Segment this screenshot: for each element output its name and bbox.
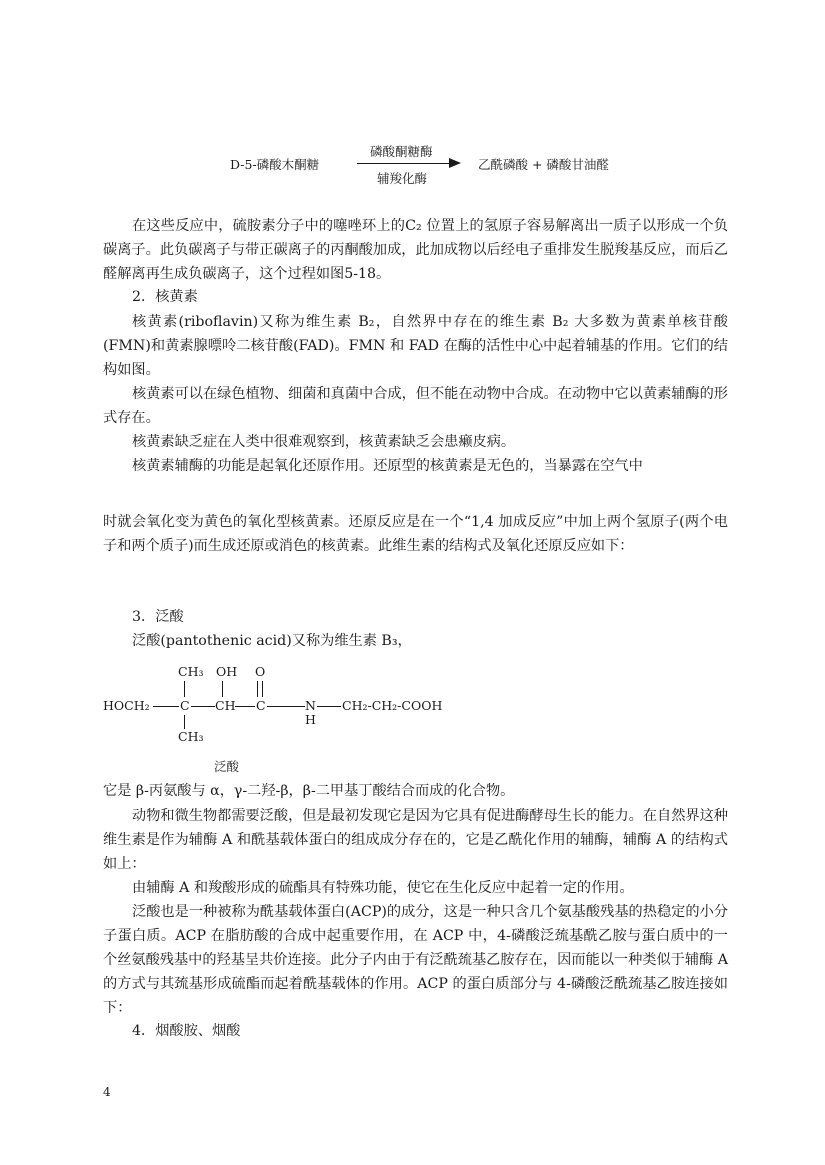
paragraph-riboflavin-deficiency: 核黄素缺乏症在人类中很难观察到，核黄素缺乏会患癞皮病。 — [132, 434, 516, 450]
paragraph-thioester: 由辅酶 A 和羧酸形成的硫酯具有特殊功能，使它在生化反应中起着一定的作用。 — [132, 880, 634, 896]
reaction-substrate: D-5-磷酸木酮糖 — [230, 157, 320, 172]
reaction-cofactor: 辅羧化酶 — [377, 171, 428, 186]
bond-c2-o-b — [262, 681, 263, 697]
bond-c1-ch — [191, 706, 215, 707]
paragraph-acp: 泛酸也是一种被称为酰基载体蛋白(ACP)的成分，这是一种只含几个氨基酸残基的热稳定的小分子蛋白质。ACP 在脂肪酸的合成中起重要作用，在 ACP 中，4-磷酸泛巯基酰乙胺与蛋白质中的一个丝氨酸残基中的羟基呈共价连接。此分子内由于有泛酰巯基乙胺存在，因而能以一种类似于辅酶 A 的方式与其巯基形成硫酯而起着酰基载体的作用。ACP 的蛋白质部分与 4-磷酸泛酰巯基乙胺连接如下： — [103, 904, 728, 1016]
structure-ch3-bottom: CH₃ — [178, 729, 204, 744]
arrowhead-icon — [449, 158, 461, 168]
paragraph-pantothenic-coenzyme-a: 动物和微生物都需要泛酸，但是最初发现它是因为它具有促进酶酵母生长的能力。在自然界这种维生素是作为辅酶 A 和酰基载体蛋白的组成成分存在的，它是乙酰化作用的辅酶，辅酶 A 的结构式如上： — [103, 808, 728, 872]
structure-c1: C — [180, 698, 190, 713]
reaction-products: 乙酰磷酸 + 磷酸甘油醛 — [478, 157, 609, 172]
paragraph-pantothenic-intro: 泛酸(pantothenic acid)又称为维生素 B₃， — [132, 633, 412, 649]
bond-hoch2-c1 — [153, 706, 179, 707]
structure-ch3-top: CH₃ — [178, 664, 204, 679]
reaction-arrow — [357, 163, 455, 164]
section-heading-pantothenic: 3．泛酸 — [132, 609, 184, 625]
bond-c1-ch3-top — [184, 681, 185, 697]
structure-oh: OH — [216, 664, 238, 679]
bond-c2-n — [267, 706, 305, 707]
section-heading-riboflavin: 2．核黄素 — [132, 289, 198, 305]
structure-o: O — [255, 664, 266, 679]
section-heading-niacin: 4．烟酸胺、烟酸 — [132, 1023, 241, 1039]
structure-tail: CH₂-CH₂-COOH — [342, 698, 443, 713]
structure-caption: 泛酸 — [214, 759, 240, 774]
paragraph-pantothenic-composition: 它是 β-丙氨酸与 α，γ-二羟-β，β-二甲基丁酸结合而成的化合物。 — [103, 783, 515, 799]
paragraph-riboflavin-synthesis: 核黄素可以在绿色植物、细菌和真菌中合成，但不能在动物中合成。在动物中它以黄素辅酶的形式存在。 — [103, 386, 728, 426]
paragraph-riboflavin-intro: 核黄素(riboflavin)又称为维生素 B₂，自然界中存在的维生素 B₂ 大多数为黄素单核苷酸(FMN)和黄素腺嘌呤二核苷酸(FAD)。FMN 和 FAD 在酶的活性中心中起着辅基的作用。它们的结构如图。 — [103, 314, 728, 378]
structure-c2: C — [256, 698, 266, 713]
bond-c1-ch3-bottom — [184, 715, 185, 729]
paragraph-riboflavin-function: 核黄素辅酶的功能是起氧化还原作用。还原型的核黄素是无色的，当暴露在空气中 — [132, 458, 643, 474]
structure-h: H — [305, 712, 316, 727]
paragraph-thiamine: 在这些反应中，硫胺素分子中的噻唑环上的C₂ 位置上的氢原子容易解离出一质子以形成一个负碳离子。此负碳离子与带正碳离子的丙酮酸加成，此加成物以后经电子重排发生脱羧基反应，而后乙醛解离再生成负碳离子，这个过程如图5-18。 — [103, 218, 728, 282]
structure-hoch2: HOCH₂ — [103, 698, 150, 713]
reaction-enzyme: 磷酸酮糖酶 — [370, 144, 433, 159]
bond-c2-o-a — [257, 681, 258, 697]
paragraph-riboflavin-reduction: 时就会氧化变为黄色的氧化型核黄素。还原反应是在一个“1,4 加成反应”中加上两个氢原子(两个电子和两个质子)而生成还原或消色的核黄素。此维生素的结构式及氧化还原反应如下： — [103, 514, 728, 554]
structure-ch: CH — [215, 698, 236, 713]
bond-n-tail — [317, 706, 341, 707]
bond-ch-c2 — [235, 706, 255, 707]
structure-n: N — [305, 698, 316, 713]
page-number: 4 — [103, 1085, 111, 1099]
bond-ch-oh — [222, 681, 223, 697]
